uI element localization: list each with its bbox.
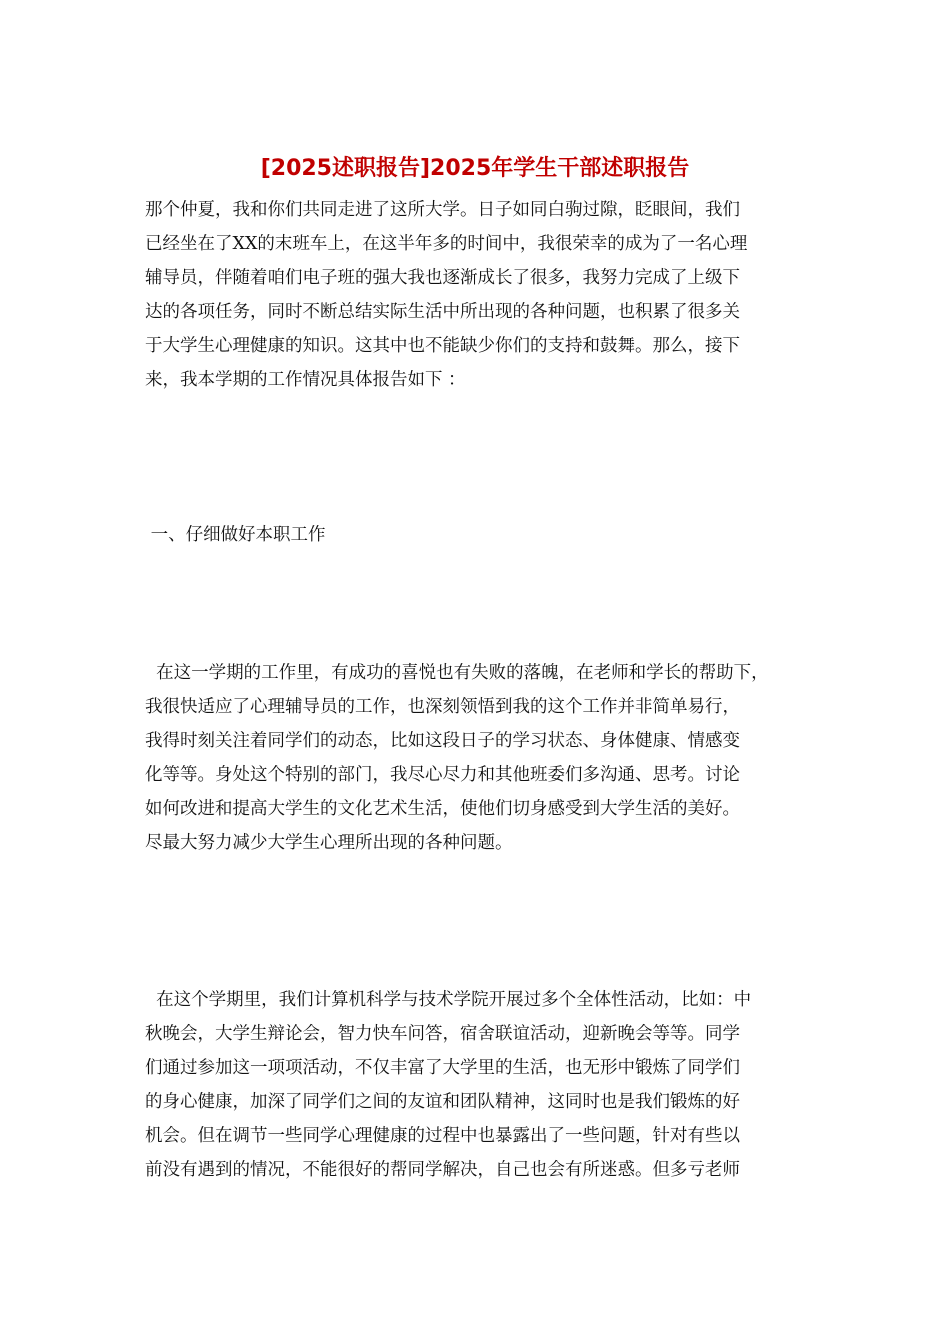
body-paragraph (145, 983, 825, 1187)
paragraph-line: 化等等。身处这个特别的部门，我尽心尽力和其他班委们多沟通、思考。讨论 (145, 765, 740, 785)
paragraph-line: 尽最大努力减少大学生心理所出现的各种问题。 (145, 833, 513, 853)
intro-paragraph (145, 193, 825, 397)
section-heading (145, 518, 825, 552)
paragraph-line: 那个仲夏，我和你们共同走进了这所大学。日子如同白驹过隙，眨眼间，我们 (145, 200, 740, 220)
paragraph-line: 我很快适应了心理辅导员的工作，也深刻领悟到我的这个工作并非简单易行， (145, 697, 740, 717)
paragraph-line: 已经坐在了XX的末班车上，在这半年多的时间中，我很荣幸的成为了一名心理 (145, 234, 748, 254)
paragraph-line: 在这一学期的工作里，有成功的喜悦也有失败的落魄，在老师和学长的帮助下， (145, 663, 769, 683)
paragraph-line: 们通过参加这一项项活动，不仅丰富了大学里的生活，也无形中锻炼了同学们 (145, 1058, 740, 1078)
paragraph-line: 来，我本学期的工作情况具体报告如下 ： (145, 370, 466, 390)
paragraph-line: 秋晚会，大学生辩论会，智力快车问答，宿舍联谊活动，迎新晚会等等。同学 (145, 1024, 740, 1044)
document-title: [2025述职报告]2025年学生干部述职报告 (260, 156, 690, 181)
paragraph-line: 如何改进和提高大学生的文化艺术生活，使他们切身感受到大学生活的美好。 (145, 799, 740, 819)
paragraph-line: 机会。但在调节一些同学心理健康的过程中也暴露出了一些问题，针对有些以 (145, 1126, 740, 1146)
section-heading-text: 一、仔细做好本职工作 (145, 525, 326, 545)
paragraph-line: 前没有遇到的情况，不能很好的帮同学解决，自己也会有所迷惑。但多亏老师 (145, 1160, 740, 1180)
paragraph-line: 我得时刻关注着同学们的动态，比如这段日子的学习状态、身体健康、情感变 (145, 731, 740, 751)
paragraph-line: 的身心健康，加深了同学们之间的友谊和团队精神，这同时也是我们锻炼的好 (145, 1092, 740, 1112)
paragraph-line: 辅导员，伴随着咱们电子班的强大我也逐渐成长了很多，我努力完成了上级下 (145, 268, 740, 288)
body-paragraph (145, 656, 825, 860)
paragraph-line: 于大学生心理健康的知识。这其中也不能缺少你们的支持和鼓舞。那么，接下 (145, 336, 740, 356)
paragraph-line: 在这个学期里，我们计算机科学与技术学院开展过多个全体性活动，比如：中 (145, 990, 752, 1010)
paragraph-line: 达的各项任务，同时不断总结实际生活中所出现的各种问题，也积累了很多关 (145, 302, 740, 322)
